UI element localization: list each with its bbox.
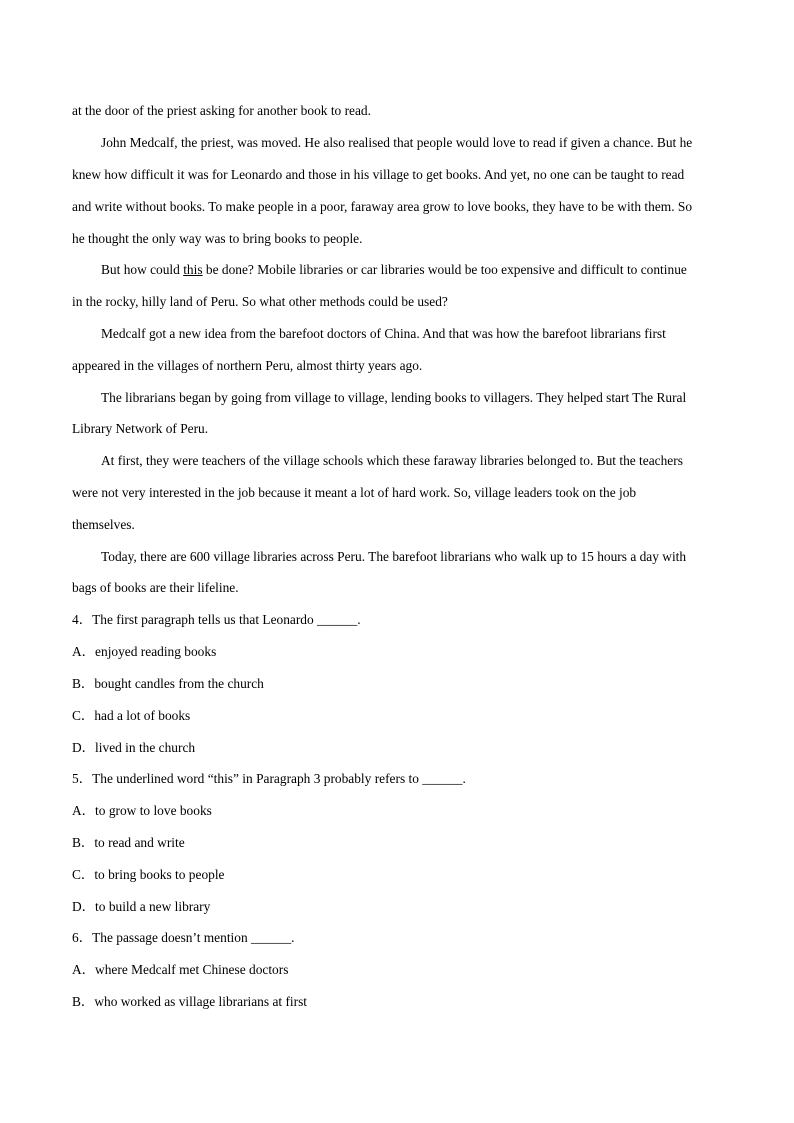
passage-line: in the rocky, hilly land of Peru. So what other methods could be used? bbox=[72, 294, 448, 309]
question-stem: 4．The first paragraph tells us that Leonardo ______. bbox=[72, 612, 361, 627]
passage-line: At first, they were teachers of the village schools which these faraway libraries belonged to. But the teachers bbox=[101, 453, 683, 468]
passage-text: be done? Mobile libraries or car libraries would be too expensive and difficult to continue bbox=[202, 262, 687, 277]
passage-line: at the door of the priest asking for another book to read. bbox=[72, 103, 371, 118]
answer-option: C．to bring books to people bbox=[72, 867, 225, 882]
passage-line: John Medcalf, the priest, was moved. He also realised that people would love to read if given a chance. But he bbox=[101, 135, 693, 150]
answer-option: B．bought candles from the church bbox=[72, 676, 264, 691]
passage-line: were not very interested in the job because it meant a lot of hard work. So, village leaders took on the job bbox=[72, 485, 637, 500]
passage-line: appeared in the villages of northern Peru, almost thirty years ago. bbox=[72, 358, 423, 373]
passage-line: and write without books. To make people in a poor, faraway area grow to love books, they have to be with them. So bbox=[72, 199, 693, 214]
passage-line: The librarians began by going from village to village, lending books to villagers. They helped start The Rural bbox=[101, 390, 687, 405]
answer-option: A．where Medcalf met Chinese doctors bbox=[72, 962, 289, 977]
answer-option: A．to grow to love books bbox=[72, 803, 212, 818]
answer-option: C．had a lot of books bbox=[72, 708, 191, 723]
passage-text: But how could bbox=[101, 262, 184, 277]
answer-option: D．lived in the church bbox=[72, 740, 196, 755]
answer-option: B．who worked as village librarians at first bbox=[72, 994, 308, 1009]
passage-line: Today, there are 600 village libraries across Peru. The barefoot librarians who walk up to 15 hours a day with bbox=[101, 549, 687, 564]
answer-option: D．to build a new library bbox=[72, 899, 211, 914]
passage-line bbox=[101, 262, 687, 278]
answer-option: B．to read and write bbox=[72, 835, 185, 850]
passage-line: Library Network of Peru. bbox=[72, 421, 209, 436]
underlined-word: this bbox=[183, 262, 203, 277]
answer-option: A．enjoyed reading books bbox=[72, 644, 217, 659]
passage-line: themselves. bbox=[72, 517, 135, 532]
question-stem: 6．The passage doesn’t mention ______. bbox=[72, 930, 295, 945]
passage-line: Medcalf got a new idea from the barefoot doctors of China. And that was how the barefoot librarians first bbox=[101, 326, 666, 341]
passage-line: knew how difficult it was for Leonardo and those in his village to get books. And yet, no one can be taught to read bbox=[72, 167, 685, 182]
question-stem: 5．The underlined word “this” in Paragraph 3 probably refers to ______. bbox=[72, 771, 466, 786]
passage-line: he thought the only way was to bring books to people. bbox=[72, 231, 363, 246]
passage-line: bags of books are their lifeline. bbox=[72, 580, 239, 595]
